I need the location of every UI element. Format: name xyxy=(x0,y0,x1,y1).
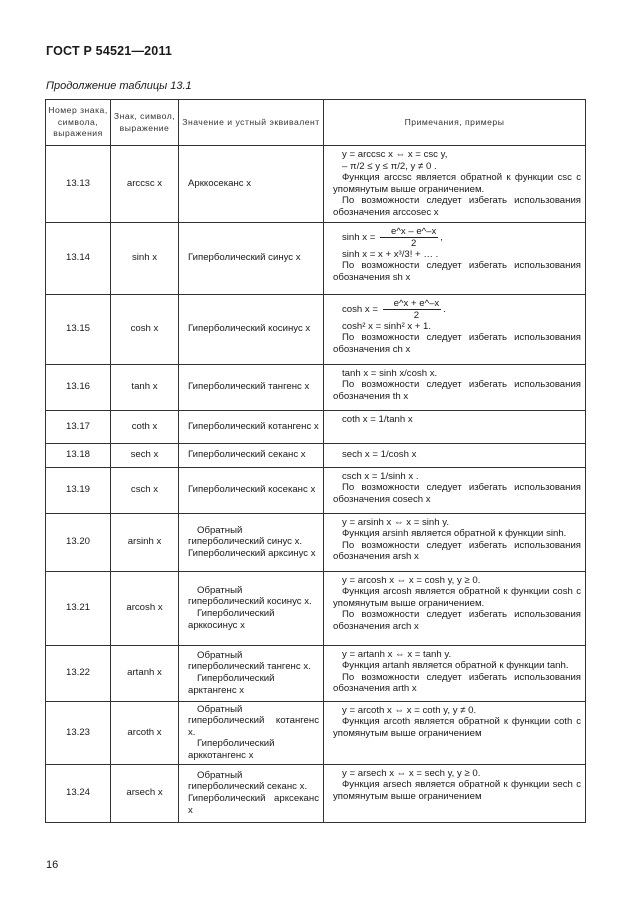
column-header-notes: Примечания, примеры xyxy=(324,100,586,146)
row-number: 13.18 xyxy=(46,443,111,467)
note-line: y = arsech x ⇔ x = sech y, y ≥ 0. xyxy=(342,767,481,779)
note-line: По возможности следует избегать использования обозначения arccosec x xyxy=(333,195,581,218)
note-line: tanh x = sinh x/cosh x. xyxy=(342,367,438,379)
row-number: 13.22 xyxy=(46,645,111,701)
row-number: 13.21 xyxy=(46,571,111,645)
meaning-line: Гиперболический арксеканс x xyxy=(188,793,319,816)
row-symbol: arcosh x xyxy=(111,571,179,645)
fraction xyxy=(380,226,438,249)
table-row xyxy=(46,410,586,443)
note-line: Функция arsech является обратной к функции sech с упомянутым выше ограничением xyxy=(333,779,581,802)
row-symbol: sech x xyxy=(111,443,179,467)
column-header-number: Номер знака, символа, выражения xyxy=(46,100,111,146)
table-continuation-caption: Продолжение таблицы 13.1 xyxy=(46,80,192,92)
note-line: csch x = 1/sinh x . xyxy=(342,470,419,482)
table-row xyxy=(46,443,586,467)
meaning-line: Обратный гиперболический косинус x. xyxy=(188,584,312,608)
table-row xyxy=(46,294,586,364)
row-number: 13.14 xyxy=(46,222,111,294)
note-line: y = arccsc x ⇔ x = csc y, xyxy=(342,149,448,160)
row-notes xyxy=(324,146,586,223)
note-line: Функция arccsc является обратной к функции csc с упомянутым выше ограничением. xyxy=(333,172,581,195)
formula-lhs: sinh x = xyxy=(342,231,376,243)
row-notes xyxy=(324,294,586,364)
note-line: Функция arcoth является обратной к функции coth с упомянутым выше ограничением xyxy=(333,716,581,739)
row-number: 13.19 xyxy=(46,467,111,513)
meaning-line: Обратный гиперболический тангенс x. xyxy=(188,649,311,673)
column-header-symbol: Знак, символ, выражение xyxy=(111,100,179,146)
row-meaning: Гиперболический синус x xyxy=(179,222,324,294)
row-notes xyxy=(324,513,586,571)
row-number: 13.24 xyxy=(46,764,111,822)
note-line: По возможности следует избегать использования обозначения arch x xyxy=(333,609,581,632)
row-symbol: coth x xyxy=(111,410,179,443)
note-line: – π/2 ≤ y ≤ π/2, y ≠ 0 . xyxy=(342,160,437,172)
table-row xyxy=(46,645,586,701)
note-line: По возможности следует избегать использования обозначения arth x xyxy=(333,671,581,695)
note-line: y = artanh x ⇔ x = tanh y. xyxy=(342,648,452,660)
row-meaning xyxy=(179,571,324,645)
row-notes xyxy=(324,701,586,764)
table-row xyxy=(46,571,586,645)
page-number: 16 xyxy=(46,859,59,871)
symbols-table xyxy=(45,99,586,823)
note-line: y = arcosh x ⇔ x = cosh y, y ≥ 0. xyxy=(342,574,481,586)
row-notes xyxy=(324,364,586,410)
row-notes xyxy=(324,764,586,822)
note-line: По возможности следует избегать использования обозначения ch x xyxy=(333,332,581,355)
row-notes xyxy=(324,467,586,513)
note-line: y = arsinh x ⇔ x = sinh y. xyxy=(342,516,449,528)
row-symbol: sinh x xyxy=(111,222,179,294)
row-symbol: cosh x xyxy=(111,294,179,364)
fraction-denominator: 2 xyxy=(413,309,420,321)
meaning-line: Обратный гиперболический секанс x. xyxy=(188,769,308,793)
column-header-meaning: Значение и устный эквивалент xyxy=(179,100,324,146)
document-header: ГОСТ Р 54521—2011 xyxy=(46,44,173,58)
row-meaning: Гиперболический косинус x xyxy=(179,294,324,364)
meaning-line: Обратный гиперболический котангенс x. xyxy=(188,703,319,738)
row-number: 13.16 xyxy=(46,364,111,410)
table-row xyxy=(46,146,586,223)
note-line: y = arcoth x ⇔ x = coth y, y ≠ 0. xyxy=(342,704,477,716)
row-symbol: tanh x xyxy=(111,364,179,410)
row-number: 13.20 xyxy=(46,513,111,571)
meaning-line: Гиперболический арктангенс x xyxy=(188,673,275,696)
row-meaning xyxy=(179,645,324,701)
fraction-numerator: e^x + e^–x xyxy=(383,298,442,310)
meaning-line: Гиперболический арккотангенс x xyxy=(188,738,275,761)
row-notes xyxy=(324,222,586,294)
row-meaning xyxy=(179,764,324,822)
note-line: По возможности следует избегать использования обозначения th x xyxy=(333,379,581,402)
row-meaning: Гиперболический секанс x xyxy=(179,443,324,467)
table-row xyxy=(46,764,586,822)
fraction xyxy=(383,298,442,321)
table-row xyxy=(46,364,586,410)
note-line: cosh² x = sinh² x + 1. xyxy=(342,320,432,332)
row-symbol: artanh x xyxy=(111,645,179,701)
row-symbol: csch x xyxy=(111,467,179,513)
note-line: sinh x = x + x³/3! + … . xyxy=(342,248,439,260)
row-notes xyxy=(324,571,586,645)
row-meaning: Гиперболический косеканс x xyxy=(179,467,324,513)
note-line: Функция arsinh является обратной к функции sinh. xyxy=(342,528,567,540)
note-line: coth x = 1/tanh x xyxy=(342,413,413,425)
row-meaning: Гиперболический тангенс x xyxy=(179,364,324,410)
note-line: По возможности следует избегать использования обозначения cosech x xyxy=(333,482,581,505)
fraction-numerator: e^x – e^–x xyxy=(380,226,438,238)
row-number: 13.15 xyxy=(46,294,111,364)
note-line: По возможности следует избегать использования обозначения arsh x xyxy=(333,539,581,563)
formula-line: cosh x = $\frac{e\^{}x + e\^{}-x}{2}$ . xyxy=(342,297,446,321)
row-number: 13.17 xyxy=(46,410,111,443)
table-row xyxy=(46,701,586,764)
row-number: 13.23 xyxy=(46,701,111,764)
row-notes xyxy=(324,443,586,467)
table-row xyxy=(46,513,586,571)
note-line: Функция artanh является обратной к функции tanh. xyxy=(342,660,569,672)
meaning-line: Гиперболический арксинус x xyxy=(188,547,316,559)
meaning-line: Гиперболический арккосинус x xyxy=(188,608,275,631)
row-notes xyxy=(324,645,586,701)
formula-line: sinh x = $\frac{e\^{}x - e\^{}-x}{2}$ , xyxy=(342,225,443,249)
row-meaning: Гиперболический котангенс x xyxy=(179,410,324,443)
row-symbol: arccsc x xyxy=(111,146,179,223)
row-symbol: arsinh x xyxy=(111,513,179,571)
table-header-row xyxy=(46,100,586,146)
table-row xyxy=(46,222,586,294)
row-notes xyxy=(324,410,586,443)
formula-lhs: cosh x = xyxy=(342,303,378,315)
meaning-line: Обратный гиперболический синус x. xyxy=(188,524,303,548)
table-row xyxy=(46,467,586,513)
row-meaning: Арккосеканс x xyxy=(179,146,324,223)
row-meaning xyxy=(179,513,324,571)
row-number: 13.13 xyxy=(46,146,111,223)
note-line: По возможности следует избегать использования обозначения sh x xyxy=(333,260,581,283)
note-line: sech x = 1/cosh x xyxy=(342,449,417,461)
row-meaning xyxy=(179,701,324,764)
row-symbol: arsech x xyxy=(111,764,179,822)
row-symbol: arcoth x xyxy=(111,701,179,764)
note-line: Функция arcosh является обратной к функции cosh с упомянутым выше ограничением. xyxy=(333,586,581,609)
fraction-denominator: 2 xyxy=(410,237,417,249)
